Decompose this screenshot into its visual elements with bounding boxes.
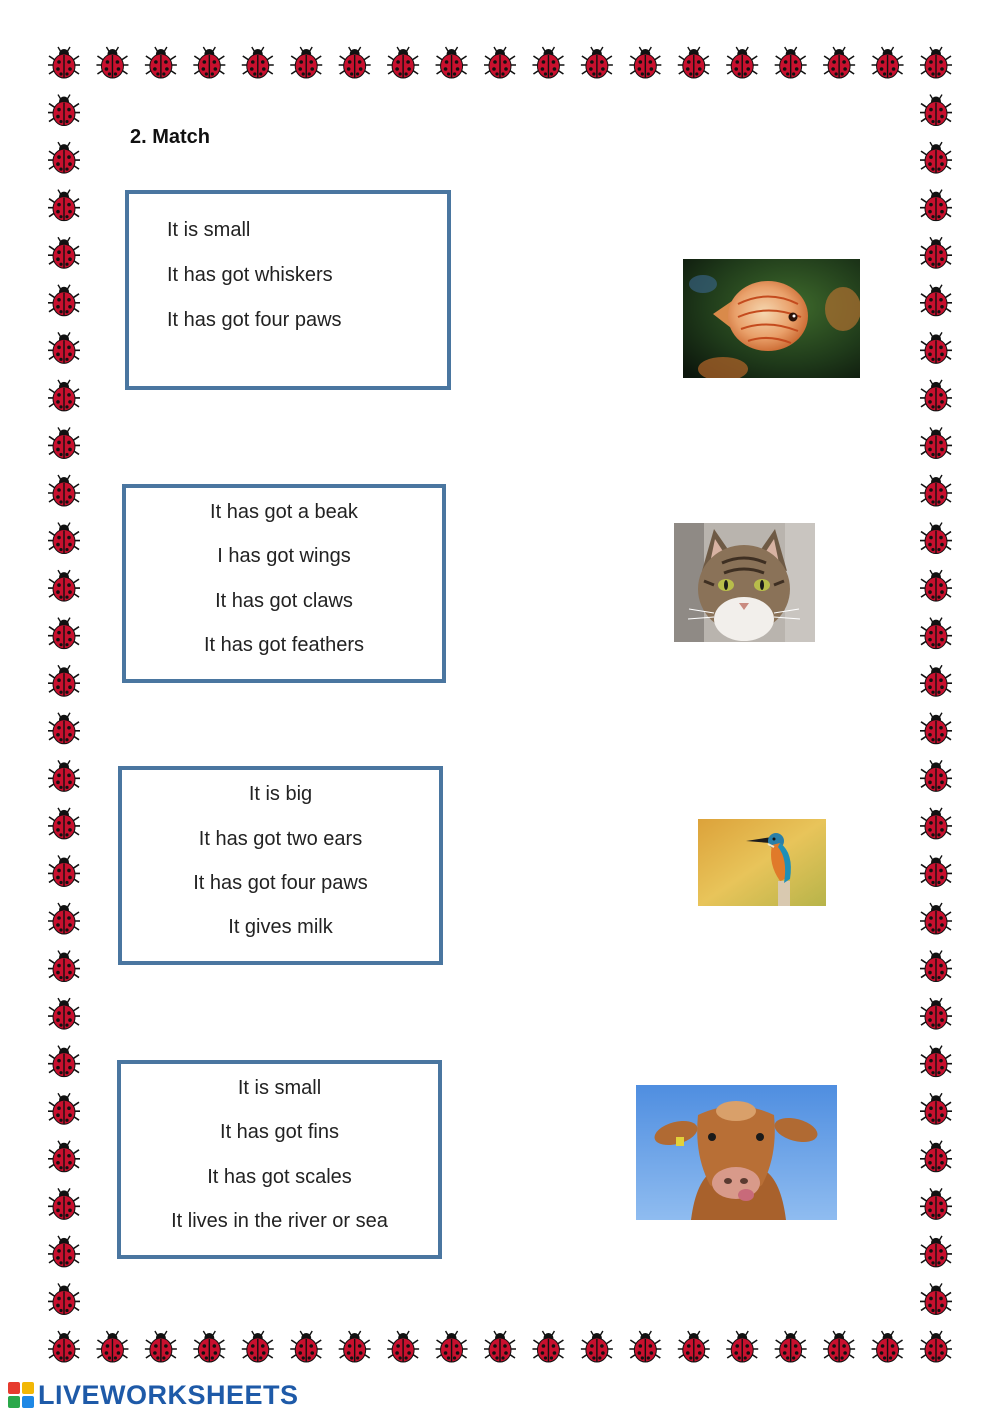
fish-photo[interactable] xyxy=(683,259,860,378)
clue-line: It has got four paws xyxy=(193,872,368,894)
ladybug-icon xyxy=(387,1331,419,1362)
ladybug-icon xyxy=(920,1331,952,1362)
ladybug-icon xyxy=(920,998,952,1029)
ladybug-icon xyxy=(145,47,177,78)
ladybug-icon xyxy=(678,1331,710,1362)
ladybug-icon xyxy=(920,1046,952,1077)
clue-line: It has got two ears xyxy=(198,828,363,850)
ladybug-icon xyxy=(920,618,952,649)
clue-line: It is big xyxy=(248,783,313,805)
ladybug-icon xyxy=(48,1331,80,1362)
brand-name: LIVEWORKSHEETS xyxy=(38,1379,299,1410)
ladybug-icon xyxy=(920,475,952,506)
ladybug-icon xyxy=(290,1331,322,1362)
clue-line: It has got a beak xyxy=(210,501,358,523)
ladybug-icon xyxy=(193,1331,225,1362)
ladybug-icon xyxy=(629,1331,661,1362)
ladybug-icon xyxy=(920,523,952,554)
ladybug-icon xyxy=(339,1331,371,1362)
ladybug-icon xyxy=(920,427,952,458)
ladybug-icon xyxy=(48,951,80,982)
ladybug-icon xyxy=(581,47,613,78)
ladybug-icon xyxy=(920,332,952,363)
ladybug-icon xyxy=(920,1141,952,1172)
ladybug-icon xyxy=(48,998,80,1029)
ladybug-icon xyxy=(920,1188,952,1219)
ladybug-icon xyxy=(48,1236,80,1267)
ladybug-icon xyxy=(920,142,952,173)
ladybug-icon xyxy=(48,190,80,221)
ladybug-icon xyxy=(726,47,758,78)
ladybug-icon xyxy=(920,951,952,982)
ladybug-icon xyxy=(920,903,952,934)
liveworksheets-logo-icon xyxy=(8,1382,34,1408)
ladybug-icon xyxy=(290,47,322,78)
clue-line: I has got wings xyxy=(217,545,351,567)
clue-line: It has got fins xyxy=(220,1121,339,1143)
ladybug-icon xyxy=(48,618,80,649)
ladybug-icon xyxy=(436,47,468,78)
ladybug-icon xyxy=(48,1283,80,1314)
ladybug-icon xyxy=(920,1236,952,1267)
ladybug-icon xyxy=(48,285,80,316)
ladybug-icon xyxy=(920,95,952,126)
ladybug-icon xyxy=(48,95,80,126)
ladybug-icon xyxy=(775,1331,807,1362)
ladybug-icon xyxy=(387,47,419,78)
ladybug-icon xyxy=(48,570,80,601)
clue-line: It has got four paws xyxy=(167,309,342,331)
ladybug-icon xyxy=(96,1331,128,1362)
ladybug-icon xyxy=(920,760,952,791)
ladybug-icon xyxy=(48,713,80,744)
ladybug-icon xyxy=(532,47,564,78)
ladybug-icon xyxy=(920,665,952,696)
clue-line: It has got feathers xyxy=(203,634,365,656)
clue-line: It gives milk xyxy=(228,916,333,938)
ladybug-icon xyxy=(920,237,952,268)
ladybug-icon xyxy=(920,855,952,886)
ladybug-icon xyxy=(581,1331,613,1362)
ladybug-icon xyxy=(920,285,952,316)
footer-brand[interactable] xyxy=(8,1380,299,1410)
ladybug-icon xyxy=(872,47,904,78)
ladybug-icon xyxy=(48,47,80,78)
cow-photo[interactable] xyxy=(636,1085,837,1220)
clue-line: It is small xyxy=(167,219,251,241)
clue-line: It has got scales xyxy=(207,1166,352,1188)
clue-line: It has got claws xyxy=(215,590,353,612)
ladybug-icon xyxy=(726,1331,758,1362)
ladybug-icon xyxy=(48,1188,80,1219)
ladybug-icon xyxy=(436,1331,468,1362)
ladybug-icon xyxy=(48,1046,80,1077)
ladybug-icon xyxy=(920,380,952,411)
clue-box xyxy=(125,190,451,390)
ladybug-icon xyxy=(48,1141,80,1172)
ladybug-icon xyxy=(775,47,807,78)
ladybug-icon xyxy=(48,903,80,934)
ladybug-icon xyxy=(48,665,80,696)
clue-line: It is small xyxy=(237,1077,322,1099)
ladybug-icon xyxy=(48,1093,80,1124)
ladybug-icon xyxy=(48,760,80,791)
ladybug-icon xyxy=(48,475,80,506)
page-title: 2. Match xyxy=(130,126,211,148)
ladybug-icon xyxy=(532,1331,564,1362)
ladybug-icon xyxy=(920,570,952,601)
ladybug-icon xyxy=(193,47,225,78)
ladybug-icon xyxy=(242,47,274,78)
ladybug-icon xyxy=(484,47,516,78)
ladybug-icon xyxy=(48,855,80,886)
ladybug-icon xyxy=(920,190,952,221)
ladybug-icon xyxy=(920,47,952,78)
ladybug-icon xyxy=(48,332,80,363)
ladybug-icon xyxy=(96,47,128,78)
clue-box xyxy=(117,1060,442,1259)
ladybug-icon xyxy=(823,47,855,78)
clue-box xyxy=(118,766,443,965)
ladybug-icon xyxy=(823,1331,855,1362)
ladybug-icon xyxy=(629,47,661,78)
ladybug-icon xyxy=(48,142,80,173)
ladybug-icon xyxy=(678,47,710,78)
ladybug-icon xyxy=(48,523,80,554)
clue-line: It lives in the river or sea xyxy=(171,1210,388,1232)
ladybug-icon xyxy=(48,427,80,458)
clue-line: It has got whiskers xyxy=(167,264,333,286)
ladybug-icon xyxy=(48,808,80,839)
ladybug-icon xyxy=(872,1331,904,1362)
ladybug-icon xyxy=(145,1331,177,1362)
kingfisher-photo[interactable] xyxy=(698,819,826,906)
ladybug-icon xyxy=(242,1331,274,1362)
clue-box xyxy=(122,484,446,683)
ladybug-icon xyxy=(484,1331,516,1362)
ladybug-icon xyxy=(48,380,80,411)
ladybug-icon xyxy=(920,713,952,744)
ladybug-icon xyxy=(48,237,80,268)
ladybug-icon xyxy=(920,1093,952,1124)
ladybug-icon xyxy=(920,808,952,839)
cat-photo[interactable] xyxy=(674,523,815,642)
ladybug-icon xyxy=(339,47,371,78)
ladybug-icon xyxy=(920,1283,952,1314)
